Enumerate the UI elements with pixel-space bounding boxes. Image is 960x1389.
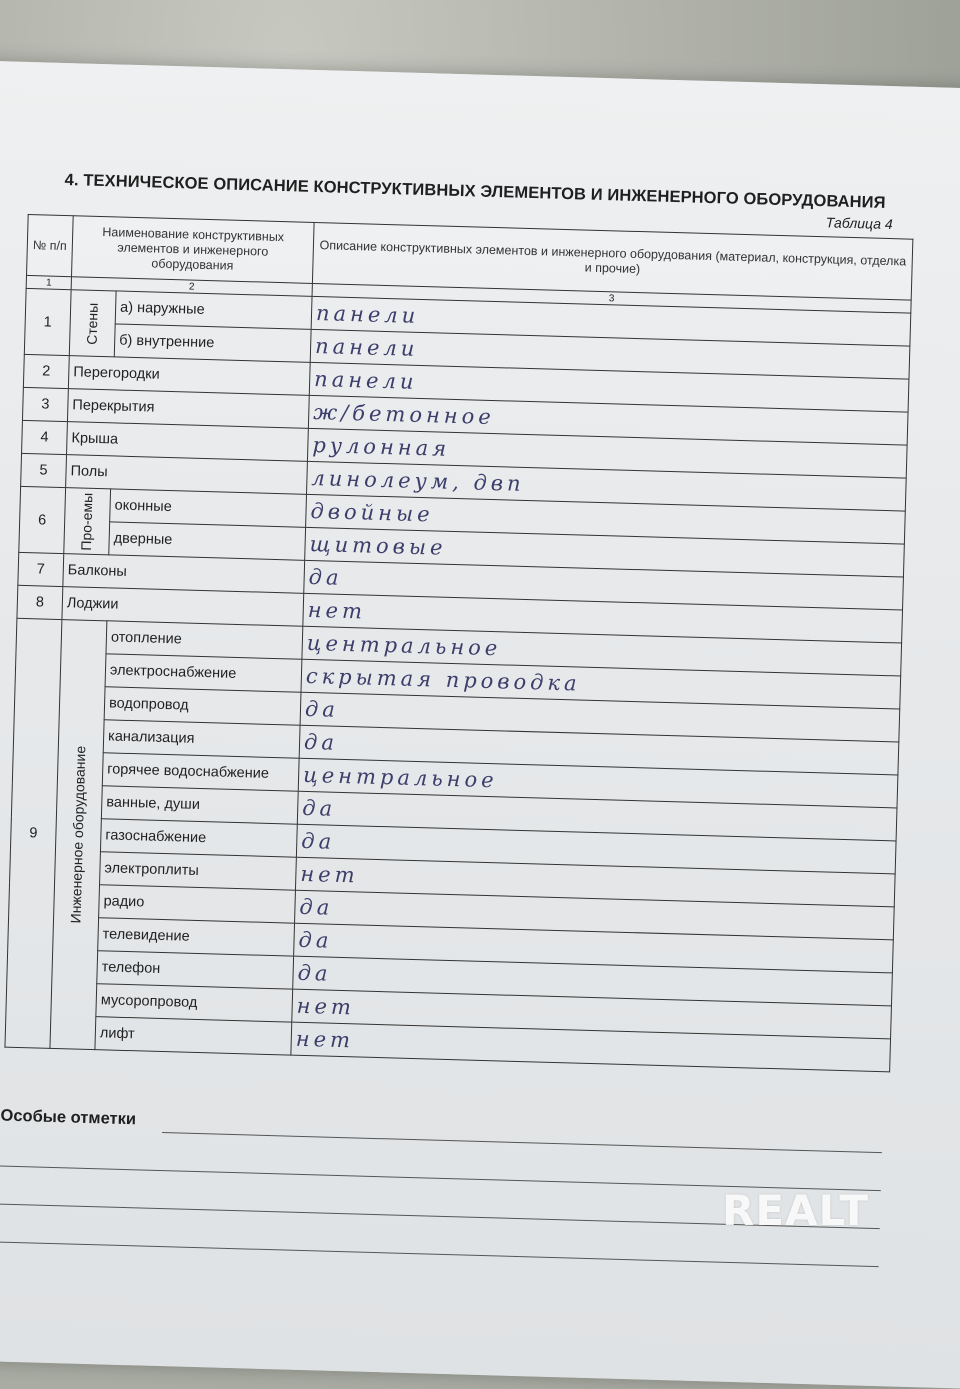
row-label: горячее водоснабжение (102, 753, 299, 791)
remarks-line (0, 1241, 879, 1267)
openings-group-label: Про-емы (64, 488, 111, 555)
header-description: Описание конструктивных элементов и инженерного оборудования (материал, конструкция, отделка и прочие) (312, 222, 912, 300)
handwritten-value: центральное (298, 758, 898, 808)
row-label: мусоропровод (96, 984, 293, 1022)
handwritten-value: нет (291, 1022, 891, 1072)
walls-group-label: Стены (69, 290, 116, 357)
row-number: 9 (5, 618, 62, 1048)
row-number: 4 (22, 420, 68, 454)
handwritten-value: скрытая проводка (301, 659, 901, 709)
row-number: 1 (24, 288, 71, 355)
handwritten-value: щитовые (305, 527, 905, 577)
row-label: Лоджии (62, 587, 304, 627)
row-number: 2 (23, 354, 69, 388)
handwritten-value: нет (292, 989, 892, 1039)
remarks-line (162, 1132, 882, 1153)
column-index-1: 1 (26, 275, 71, 289)
header-name: Наименование конструктивных элементов и инженерного оборудования (71, 216, 314, 284)
handwritten-value: двойные (306, 494, 906, 544)
realt-watermark-logo: REALT (722, 1186, 869, 1235)
row-label: дверные (109, 522, 306, 560)
handwritten-value: рулонная (307, 428, 907, 478)
row-label: телефон (97, 951, 294, 989)
column-index-2: 2 (71, 277, 312, 297)
row-number: 7 (18, 552, 64, 586)
row-label: а) наружные (115, 291, 312, 329)
handwritten-value: да (300, 692, 900, 742)
row-label: телевидение (98, 918, 295, 956)
handwritten-value: нет (303, 593, 903, 643)
table-label: Таблица 4 (825, 214, 893, 233)
row-label: радио (99, 885, 296, 923)
row-label: отопление (106, 621, 303, 659)
handwritten-value: да (299, 725, 899, 775)
handwritten-value: нет (295, 857, 895, 907)
row-label: оконные (110, 489, 307, 527)
row-label: лифт (95, 1017, 292, 1055)
section-title: 4. ТЕХНИЧЕСКОЕ ОПИСАНИЕ КОНСТРУКТИВНЫХ ЭЛЕМЕНТОВ И ИНЖЕНЕРНОГО ОБОРУДОВАНИЯ (64, 170, 886, 212)
row-number: 8 (17, 585, 63, 619)
handwritten-value: ж/бетонное (308, 395, 908, 445)
handwritten-value: да (295, 890, 895, 940)
row-label: Перекрытия (67, 389, 309, 429)
row-label: электроплиты (100, 852, 297, 890)
handwritten-value: да (293, 956, 893, 1006)
handwritten-value: панели (311, 296, 911, 346)
row-label: Полы (66, 455, 308, 495)
column-index-3: 3 (312, 283, 911, 313)
technical-description-table (4, 214, 913, 1072)
special-remarks-label: Особые отметки (0, 1106, 137, 1129)
row-number: 6 (19, 486, 66, 553)
row-label: электроснабжение (105, 654, 302, 692)
handwritten-value: линолеум, двп (307, 461, 907, 511)
handwritten-value: да (304, 560, 904, 610)
row-label: ванные, души (101, 786, 298, 824)
row-label: Крыша (67, 422, 309, 462)
row-label: Балконы (63, 554, 305, 594)
row-label: газоснабжение (100, 819, 297, 857)
row-number: 3 (22, 387, 68, 421)
row-label: Перегородки (68, 356, 310, 396)
row-label: б) внутренние (114, 324, 311, 362)
handwritten-value: да (294, 923, 894, 973)
header-number: № п/п (27, 214, 74, 276)
engineering-group-label: Инженерное оборудование (50, 620, 107, 1050)
row-number: 5 (21, 453, 67, 487)
row-label: канализация (103, 720, 300, 758)
handwritten-value: да (297, 791, 897, 841)
row-label: водопровод (104, 687, 301, 725)
handwritten-value: панели (309, 362, 909, 412)
handwritten-value: панели (310, 329, 910, 379)
handwritten-value: да (296, 824, 896, 874)
handwritten-value: центральное (302, 626, 902, 676)
